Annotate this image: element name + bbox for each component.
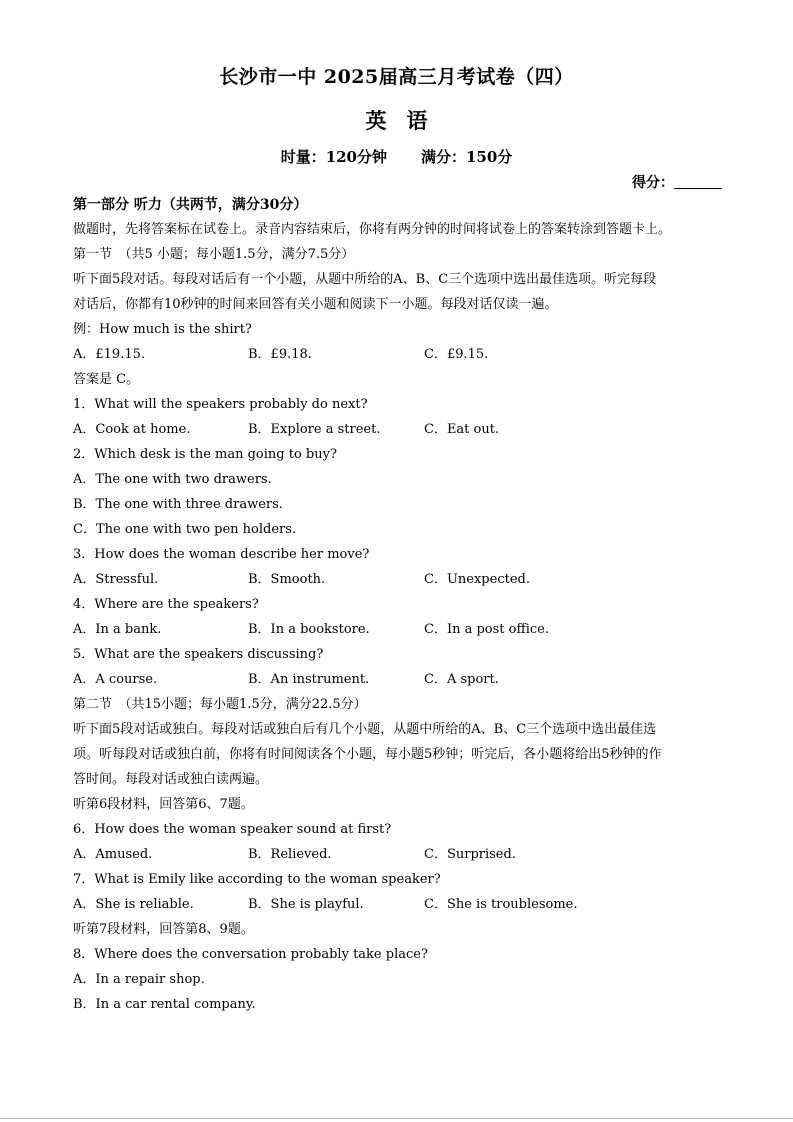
q6-option-c[interactable]: C．Surprised. (424, 847, 516, 862)
score-label: 得分： (632, 175, 674, 191)
time-limit: 时量：120分钟 (280, 148, 387, 166)
q7-option-b[interactable]: B．She is playful. (248, 897, 364, 912)
example-answer: 答案是 C。 (73, 372, 140, 387)
score-field (632, 172, 722, 192)
exam-title: 长沙市一中 2025届高三月考试卷（四） (219, 66, 574, 88)
q7-option-a[interactable]: A．She is reliable. (73, 897, 194, 912)
subject-char-1: 英 (365, 108, 387, 133)
part1-heading: 第一部分 听力（共两节，满分30分） (73, 197, 308, 213)
q4-option-c[interactable]: C．In a post office. (424, 622, 549, 637)
question-stem-2: 2．Which desk is the man going to buy? (73, 447, 337, 462)
exam-meta (0, 146, 793, 167)
section2-instruction-line1: 听下面5段对话或独白。每段对话或独白后有几个小题，从题中所给的A、B、C三个选项中选出最佳选 (73, 722, 657, 737)
subject-title (0, 105, 793, 135)
section2-instruction-line2: 项。听每段对话或独白前，你将有时间阅读各个小题，每小题5秒钟；听完后，各小题将给出5秒钟的作 (73, 747, 662, 762)
question-stem-1: 1．What will the speakers probably do next? (73, 397, 368, 412)
section1-instruction-line1: 听下面5段对话。每段对话后有一个小题，从题中所给的A、B、C三个选项中选出最佳选项。听完每段 (73, 272, 657, 287)
example-option-c: C．£9.15. (424, 347, 489, 362)
q7-option-c[interactable]: C．She is troublesome. (424, 897, 578, 912)
q1-option-b[interactable]: B．Explore a street. (248, 422, 381, 437)
full-score: 满分：150分 (421, 148, 513, 166)
q3-option-c[interactable]: C．Unexpected. (424, 572, 530, 587)
question-stem-6: 6．How does the woman speaker sound at first? (73, 822, 392, 837)
q5-option-a[interactable]: A．A course. (73, 672, 158, 687)
q1-option-c[interactable]: C．Eat out. (424, 422, 500, 437)
material-7-note: 听第7段材料，回答第8、9题。 (73, 922, 254, 937)
question-stem-4: 4．Where are the speakers? (73, 597, 259, 612)
q6-option-a[interactable]: A．Amused. (73, 847, 153, 862)
q5-option-b[interactable]: B．An instrument. (248, 672, 370, 687)
q2-option-c[interactable]: C．The one with two pen holders. (73, 522, 297, 537)
section2-heading: 第二节 （共15小题；每小题1.5分，满分22.5分） (73, 697, 367, 712)
q4-option-a[interactable]: A．In a bank. (73, 622, 162, 637)
q8-option-a[interactable]: A．In a repair shop. (73, 972, 205, 987)
q8-option-b[interactable]: B．In a car rental company. (73, 997, 256, 1012)
section1-instruction-line2: 对话后，你都有10秒钟的时间来回答有关小题和阅读下一小题。每段对话仅读一遍。 (73, 297, 558, 312)
question-stem-3: 3．How does the woman describe her move? (73, 547, 370, 562)
q6-option-b[interactable]: B．Relieved. (248, 847, 332, 862)
q2-option-a[interactable]: A．The one with two drawers. (73, 472, 272, 487)
subject-char-2: 语 (406, 108, 428, 133)
material-6-note: 听第6段材料，回答第6、7题。 (73, 797, 254, 812)
section2-instruction-line3: 答时间。每段对话或独白读两遍。 (73, 772, 269, 787)
score-blank[interactable] (674, 174, 722, 189)
page-bottom-rule (0, 1118, 793, 1119)
question-stem-8: 8．Where does the conversation probably take place? (73, 947, 428, 962)
q2-option-b[interactable]: B．The one with three drawers. (73, 497, 283, 512)
q3-option-b[interactable]: B．Smooth. (248, 572, 326, 587)
question-stem-5: 5．What are the speakers discussing? (73, 647, 324, 662)
q1-option-a[interactable]: A．Cook at home. (73, 422, 191, 437)
q3-option-a[interactable]: A．Stressful. (73, 572, 159, 587)
part1-instruction: 做题时，先将答案标在试卷上。录音内容结束后，你将有两分钟的时间将试卷上的答案转涂到答题卡上。 (73, 222, 672, 237)
q5-option-c[interactable]: C．A sport. (424, 672, 499, 687)
example-option-b: B．£9.18. (248, 347, 312, 362)
example-option-a: A．£19.15. (73, 347, 146, 362)
q4-option-b[interactable]: B．In a bookstore. (248, 622, 370, 637)
section1-heading: 第一节 （共5 小题；每小题1.5分，满分7.5分） (73, 247, 355, 262)
question-stem-7: 7．What is Emily like according to the woman speaker? (73, 872, 441, 887)
example-question: 例：How much is the shirt? (73, 322, 252, 337)
